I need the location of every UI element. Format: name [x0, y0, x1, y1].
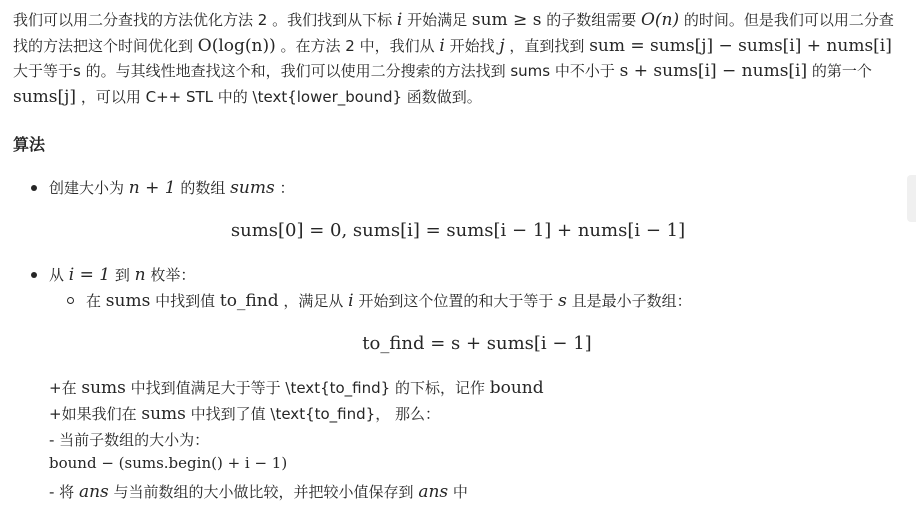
text-run: ，可以用 C++ STL 中的 \text{lower_bound} 函数做到。: [76, 87, 482, 106]
bullet-circle-icon: [67, 297, 74, 304]
equation-sums-definition: sums[0] = 0, sums[i] = sums[i − 1] + nums[i − 1]: [230, 220, 686, 241]
text-run: 开始满足: [402, 11, 472, 29]
text-run: 。在方法 2 中，我们从: [275, 36, 440, 55]
sub-bullet-find-value: 在 sums 中找到值 to_find ，满足从 i 开始到这个位置的和大于等于 s 且是最小子数组：: [86, 291, 692, 311]
math-var: j: [499, 35, 505, 56]
equation-size: bound − (sums.begin() + i − 1): [49, 454, 288, 472]
math-var: i: [439, 35, 445, 56]
math-expr: sum ≥ s: [471, 10, 542, 30]
text-run: 我们可以用二分查找的方法优化方法 2 。我们找到从下标: [13, 11, 397, 29]
intro-paragraph: [13, 8, 906, 110]
step-subarray-size: - 当前子数组的大小为：: [49, 431, 210, 449]
step-if-found: +如果我们在 sums 中找到了值 \text{to_find}， 那么：: [49, 404, 440, 424]
scrollbar-thumb[interactable]: [907, 175, 916, 222]
text-run: 的子数组需要: [541, 11, 641, 29]
math-expr: s + sums[i] − nums[i]: [619, 61, 808, 81]
math-expr: sums[j]: [13, 86, 77, 107]
bullet-enumerate: 从 i = 1 到 n 枚举：: [49, 265, 196, 285]
text-run: 的时间。但是我们可以用二分查找的方法把这个时间优化到: [13, 11, 894, 55]
bullet-dot-icon: [31, 185, 37, 191]
bullet-create-sums: 创建大小为 n + 1 的数组 sums ：: [49, 178, 295, 198]
math-expr: sum = sums[j] − sums[i] + nums[i]: [589, 35, 892, 56]
step-find-bound: +在 sums 中找到值满足大于等于 \text{to_find} 的下标，记作 bound: [49, 378, 544, 398]
algorithm-heading: 算法: [13, 135, 46, 154]
math-var: i: [396, 10, 403, 30]
text-run: ，直到找到: [504, 36, 590, 55]
text-run: 大于等于s 的。与其线性地查找这个和，我们可以使用二分搜索的方法找到 sums 中不小于: [13, 62, 620, 80]
math-expr: O(n): [640, 10, 680, 30]
text-run: 开始找: [444, 36, 500, 55]
math-expr: O(log(n)): [197, 35, 276, 56]
equation-to-find: to_find = s + sums[i − 1]: [362, 333, 592, 354]
text-run: 的第一个: [807, 62, 872, 80]
bullet-dot-icon: [31, 272, 37, 278]
step-compare-ans: - 将 ans 与当前数组的大小做比较，并把较小值保存到 ans 中: [49, 482, 468, 502]
